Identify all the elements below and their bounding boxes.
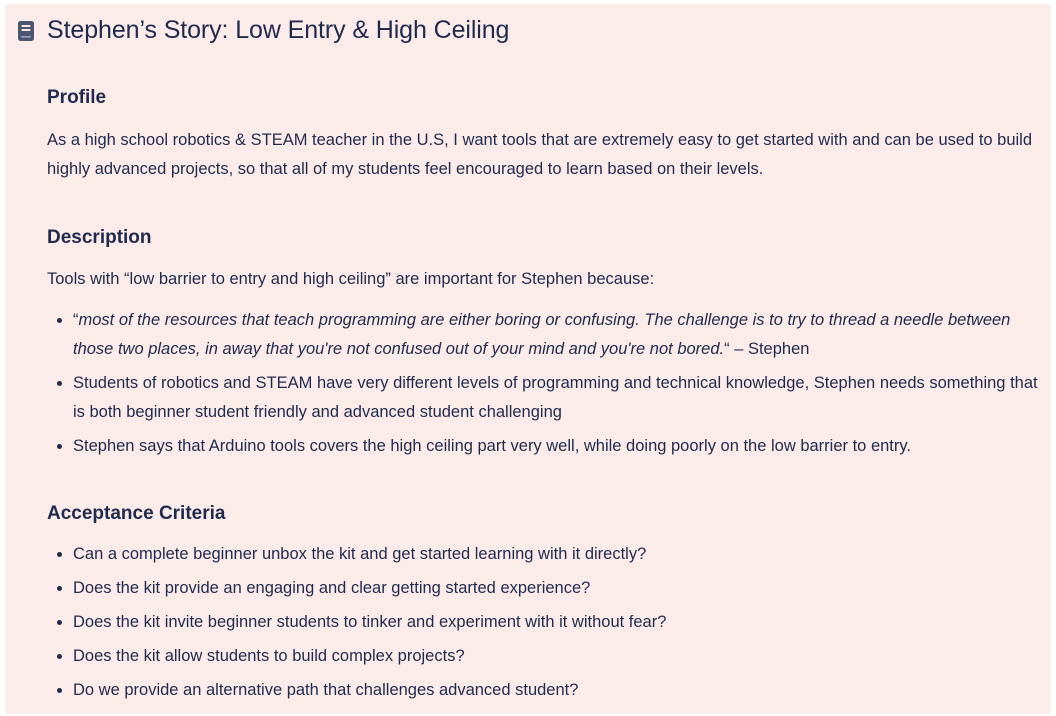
bullet-icon	[57, 444, 62, 449]
callout-header	[17, 16, 509, 45]
list-item-text: Can a complete beginner unbox the kit and get started learning with it directly?	[73, 545, 647, 563]
bullet-icon	[57, 654, 62, 659]
description-heading: Description	[47, 227, 152, 248]
quote-open: “	[73, 311, 79, 329]
page-title: Stephen’s Story: Low Entry & High Ceiling	[47, 16, 510, 44]
acceptance-heading: Acceptance Criteria	[47, 503, 226, 524]
list-item	[47, 432, 1042, 461]
list-item-text: Does the kit invite beginner students to tinker and experiment with it without fear?	[73, 613, 667, 631]
list-item	[47, 574, 1042, 603]
list-item-text: Stephen says that Arduino tools covers the high ceiling part very well, while doing poorly on the low barrier to entry.	[73, 437, 911, 455]
stephen-quote: most of the resources that teach programming are either boring or confusing. The challenge is to try to thread a needle between those two places, in away that you're not confused out of your mind and you're not bored.	[73, 311, 1011, 358]
list-item	[47, 540, 1042, 569]
bullet-icon	[57, 586, 62, 591]
list-item-text: Does the kit provide an engaging and clear getting started experience?	[73, 579, 591, 597]
bullet-icon	[57, 688, 62, 693]
quote-attribution: “ – Stephen	[724, 340, 810, 358]
bullet-icon	[57, 620, 62, 625]
list-item	[47, 369, 1042, 427]
list-item	[47, 306, 1042, 364]
description-intro: Tools with “low barrier to entry and high ceiling” are important for Stephen because:	[47, 270, 655, 288]
profile-heading: Profile	[47, 87, 107, 108]
bullet-icon	[57, 381, 62, 386]
user-story-callout	[5, 4, 1051, 714]
bullet-icon	[57, 318, 62, 323]
description-list	[47, 306, 1042, 466]
list-item	[47, 608, 1042, 637]
list-item-text: Students of robotics and STEAM have very different levels of programming and technical knowledge, Stephen needs something that is both beginner student friendly and advanced student challenging	[73, 374, 1038, 421]
list-item	[47, 642, 1042, 671]
list-item-text: Do we provide an alternative path that challenges advanced student?	[73, 681, 579, 699]
list-item	[47, 676, 1042, 705]
bullet-icon	[57, 552, 62, 557]
acceptance-list	[47, 540, 1042, 710]
book-icon	[17, 20, 35, 42]
profile-text: As a high school robotics & STEAM teacher in the U.S, I want tools that are extremely easy to get started with and can be used to build highly advanced projects, so that all of my students feel encouraged to learn based on their levels.	[47, 131, 1033, 178]
list-item-text: Does the kit allow students to build complex projects?	[73, 647, 465, 665]
